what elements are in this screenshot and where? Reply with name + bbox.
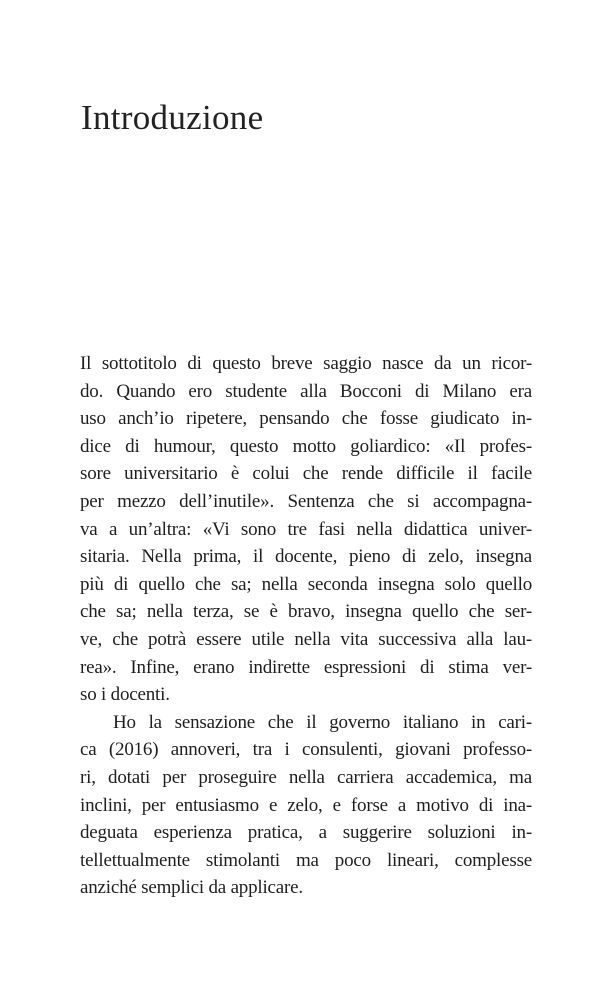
text-line: so i docenti. bbox=[80, 684, 170, 706]
text-line: va a un’altra: «Vi sono tre fasi nella didattica univer- bbox=[80, 518, 532, 540]
text-line: anziché semplici da applicare. bbox=[80, 877, 303, 899]
text-line: sitaria. Nella prima, il docente, pieno di zelo, insegna bbox=[80, 546, 532, 568]
text-line: che sa; nella terza, se è bravo, insegna quello che ser- bbox=[80, 601, 532, 623]
text-line: sore universitario è colui che rende difficile il facile bbox=[80, 463, 532, 485]
text-line: per mezzo dell’inutile». Sentenza che si accompagna- bbox=[80, 490, 532, 512]
text-line: Il sottotitolo di questo breve saggio nasce da un ricor- bbox=[80, 353, 532, 374]
chapter-title: Introduzione bbox=[81, 98, 264, 137]
text-line: dice di humour, questo motto goliardico: «Il profes- bbox=[80, 435, 532, 457]
text-line: ca (2016) annoveri, tra i consulenti, giovani professo- bbox=[80, 739, 532, 761]
text-line: tellettualmente stimolanti ma poco lineari, complesse bbox=[80, 849, 532, 871]
text-line: do. Quando ero studente alla Bocconi di Milano era bbox=[80, 380, 532, 402]
paragraph-2 bbox=[80, 709, 532, 902]
paragraph-1 bbox=[80, 350, 532, 709]
text-line: Ho la sensazione che il governo italiano in cari- bbox=[113, 711, 532, 733]
text-line: ve, che potrà essere utile nella vita successiva alla lau- bbox=[80, 628, 532, 650]
text-line: più di quello che sa; nella seconda insegna solo quello bbox=[80, 573, 532, 595]
text-line: ri, dotati per proseguire nella carriera accademica, ma bbox=[80, 766, 532, 788]
text-line: rea». Infine, erano indirette espressioni di stima ver- bbox=[80, 656, 532, 678]
text-line: uso anch’io ripetere, pensando che fosse giudicato in- bbox=[80, 408, 532, 430]
body-text bbox=[80, 350, 532, 902]
text-line: deguata esperienza pratica, a suggerire soluzioni in- bbox=[80, 822, 532, 844]
text-line: inclini, per entusiasmo e zelo, e forse a motivo di ina- bbox=[80, 794, 532, 816]
